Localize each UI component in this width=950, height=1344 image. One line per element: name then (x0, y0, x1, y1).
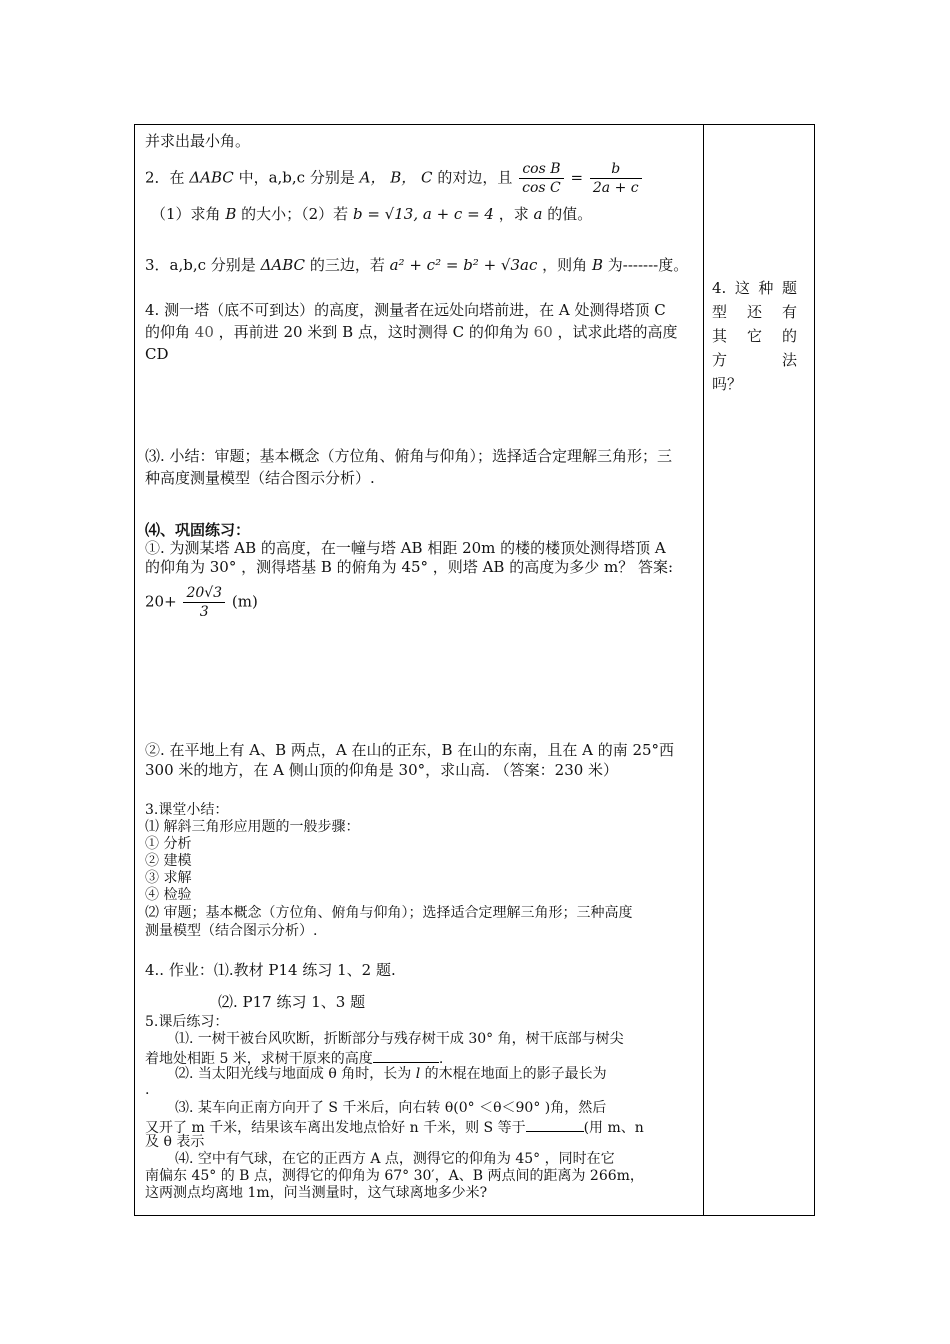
exercise-3-line1: ⑶. 某车向正南方向开了 S 千米后，向右转 θ(0° ＜θ＜90° )角，然后 (175, 1100, 607, 1116)
exercise-2-line2: . (145, 1082, 150, 1098)
exercise-4-line2: 南偏东 45° 的 B 点，测得它的仰角为 67° 30′，A、B 两点间的距离为 266m， (145, 1168, 644, 1184)
intro-line: 并求出最小角。 (145, 132, 251, 150)
homework-line1: 4.. 作业：⑴.教材 P14 练习 1、2 题. (145, 961, 396, 979)
practice-title: ⑷、巩固练习： (145, 521, 251, 539)
question-4-line1: 4. 测一塔（底不可到达）的高度，测量者在远处向塔前进，在 A 处测得塔顶 C (145, 301, 666, 319)
exercise-3-line3: 及 θ 表示 (145, 1134, 205, 1150)
triangle-label: ΔABC (189, 168, 234, 187)
fraction-sides: $\frac{b}{2a + c}$ (590, 160, 642, 197)
exercise-2-line1: ⑵. 当太阳光线与地面成 θ 角时，长为 l 的木棍在地面上的影子最长为 (175, 1066, 607, 1082)
step-item: ④ 检验 (145, 887, 192, 903)
class-summary-title: 3.课堂小结： (145, 802, 229, 818)
practice-1-line2: 的仰角为 30° ，测得塔基 B 的俯角为 45° ，则塔 AB 的高度为多少 m？ 答案: (145, 558, 674, 576)
step-item: ① 分析 (145, 836, 192, 852)
step-item: ③ 求解 (145, 870, 192, 886)
exercise-3-line2: 又开了 m 千米，结果该车离出发地点恰好 n 千米，则 S 等于 (用 m、n (145, 1117, 644, 1137)
side-row: 吗？ (712, 375, 743, 393)
exercise-4-line3: 这两测点均离地 1m，问当测量时，这气球离地多少米? (145, 1185, 488, 1201)
question-4-line2: 的仰角 40 ，再前进 20 米到 B 点，这时测得 C 的仰角为 60 ，试求此塔的高度 (145, 323, 678, 341)
side-row: 4. 这 种 题 (712, 279, 797, 297)
homework-line2: ⑵. P17 练习 1、3 题 (218, 993, 366, 1011)
practice-1-line1: ①. 为测某塔 AB 的高度，在一幢与塔 AB 相距 20m 的楼的楼顶处测得塔顶 A (145, 539, 666, 557)
exercise-1-line2: 着地处相距 5 米，求树干原来的高度 . (145, 1048, 443, 1068)
question-4-line3: CD (145, 345, 169, 363)
main-column (145, 124, 697, 1214)
class-summary-s2-line1: ⑵ 审题；基本概念（方位角、俯角与仰角）；选择适合定理解三角形；三种高度 (145, 905, 633, 921)
question-2-parts: （1）求角 B 的大小；（2）若 b = √13, a + c = 4 ，求 a 的值。 (151, 205, 593, 223)
answer-blank (526, 1117, 584, 1132)
side-row: 方 法 (712, 351, 797, 369)
practice-2-line1: ②. 在平地上有 A、B 两点，A 在山的正东，B 在山的东南，且在 A 的南 25°西 (145, 741, 675, 759)
summary-line1: ⑶. 小结：审题；基本概念（方位角、俯角与仰角）；选择适合定理解三角形；三 (145, 447, 673, 465)
answer-fraction: $\frac{20√3}{3}$ (183, 584, 225, 621)
cosine-expr: a² + c² = b² + √3ac (389, 256, 538, 274)
exercise-1-line1: ⑴. 一树干被台风吹断，折断部分与残存树干成 30° 角，树干底部与树尖 (175, 1031, 624, 1047)
side-row: 型 还 有 (712, 303, 797, 321)
side-column (712, 124, 810, 1214)
side-row: 其 它 的 (712, 327, 797, 345)
exercise-4-line1: ⑷. 空中有气球，在它的正西方 A 点，测得它的仰角为 45° ，同时在它 (175, 1151, 615, 1167)
step-item: ② 建模 (145, 853, 192, 869)
question-3: 3．a,b,c 分别是 ΔABC 的三边，若 a² + c² = b² + √3ac ，则角 B 为-------度。 (145, 256, 689, 274)
question-2: 2．在 ΔABC 中，a,b,c 分别是 A， B， C 的对边，且 $\frac{\text{cos B}}{\text{cos C}}$ = $\frac{b}{2a + c}$ (145, 160, 644, 197)
column-divider (703, 124, 704, 1216)
class-summary-s2-line2: 测量模型（结合图示分析）. (145, 923, 318, 939)
fraction-cos: $\frac{\text{cos B}}{\text{cos C}}$ (519, 160, 564, 197)
after-class-title: 5.课后练习： (145, 1014, 229, 1030)
class-summary-s1: ⑴ 解斜三角形应用题的一般步骤： (145, 819, 360, 835)
practice-1-answer: 20+ $\frac{20√3}{3}$ (m) (145, 585, 258, 620)
summary-line2: 种高度测量模型（结合图示分析）. (145, 469, 375, 487)
condition-expr: b = √13, a + c = 4 (352, 205, 494, 223)
practice-2-line2: 300 米的地方，在 A 侧山顶的仰角是 30°，求山高. （答案：230 米） (145, 761, 619, 779)
answer-blank (373, 1048, 439, 1063)
